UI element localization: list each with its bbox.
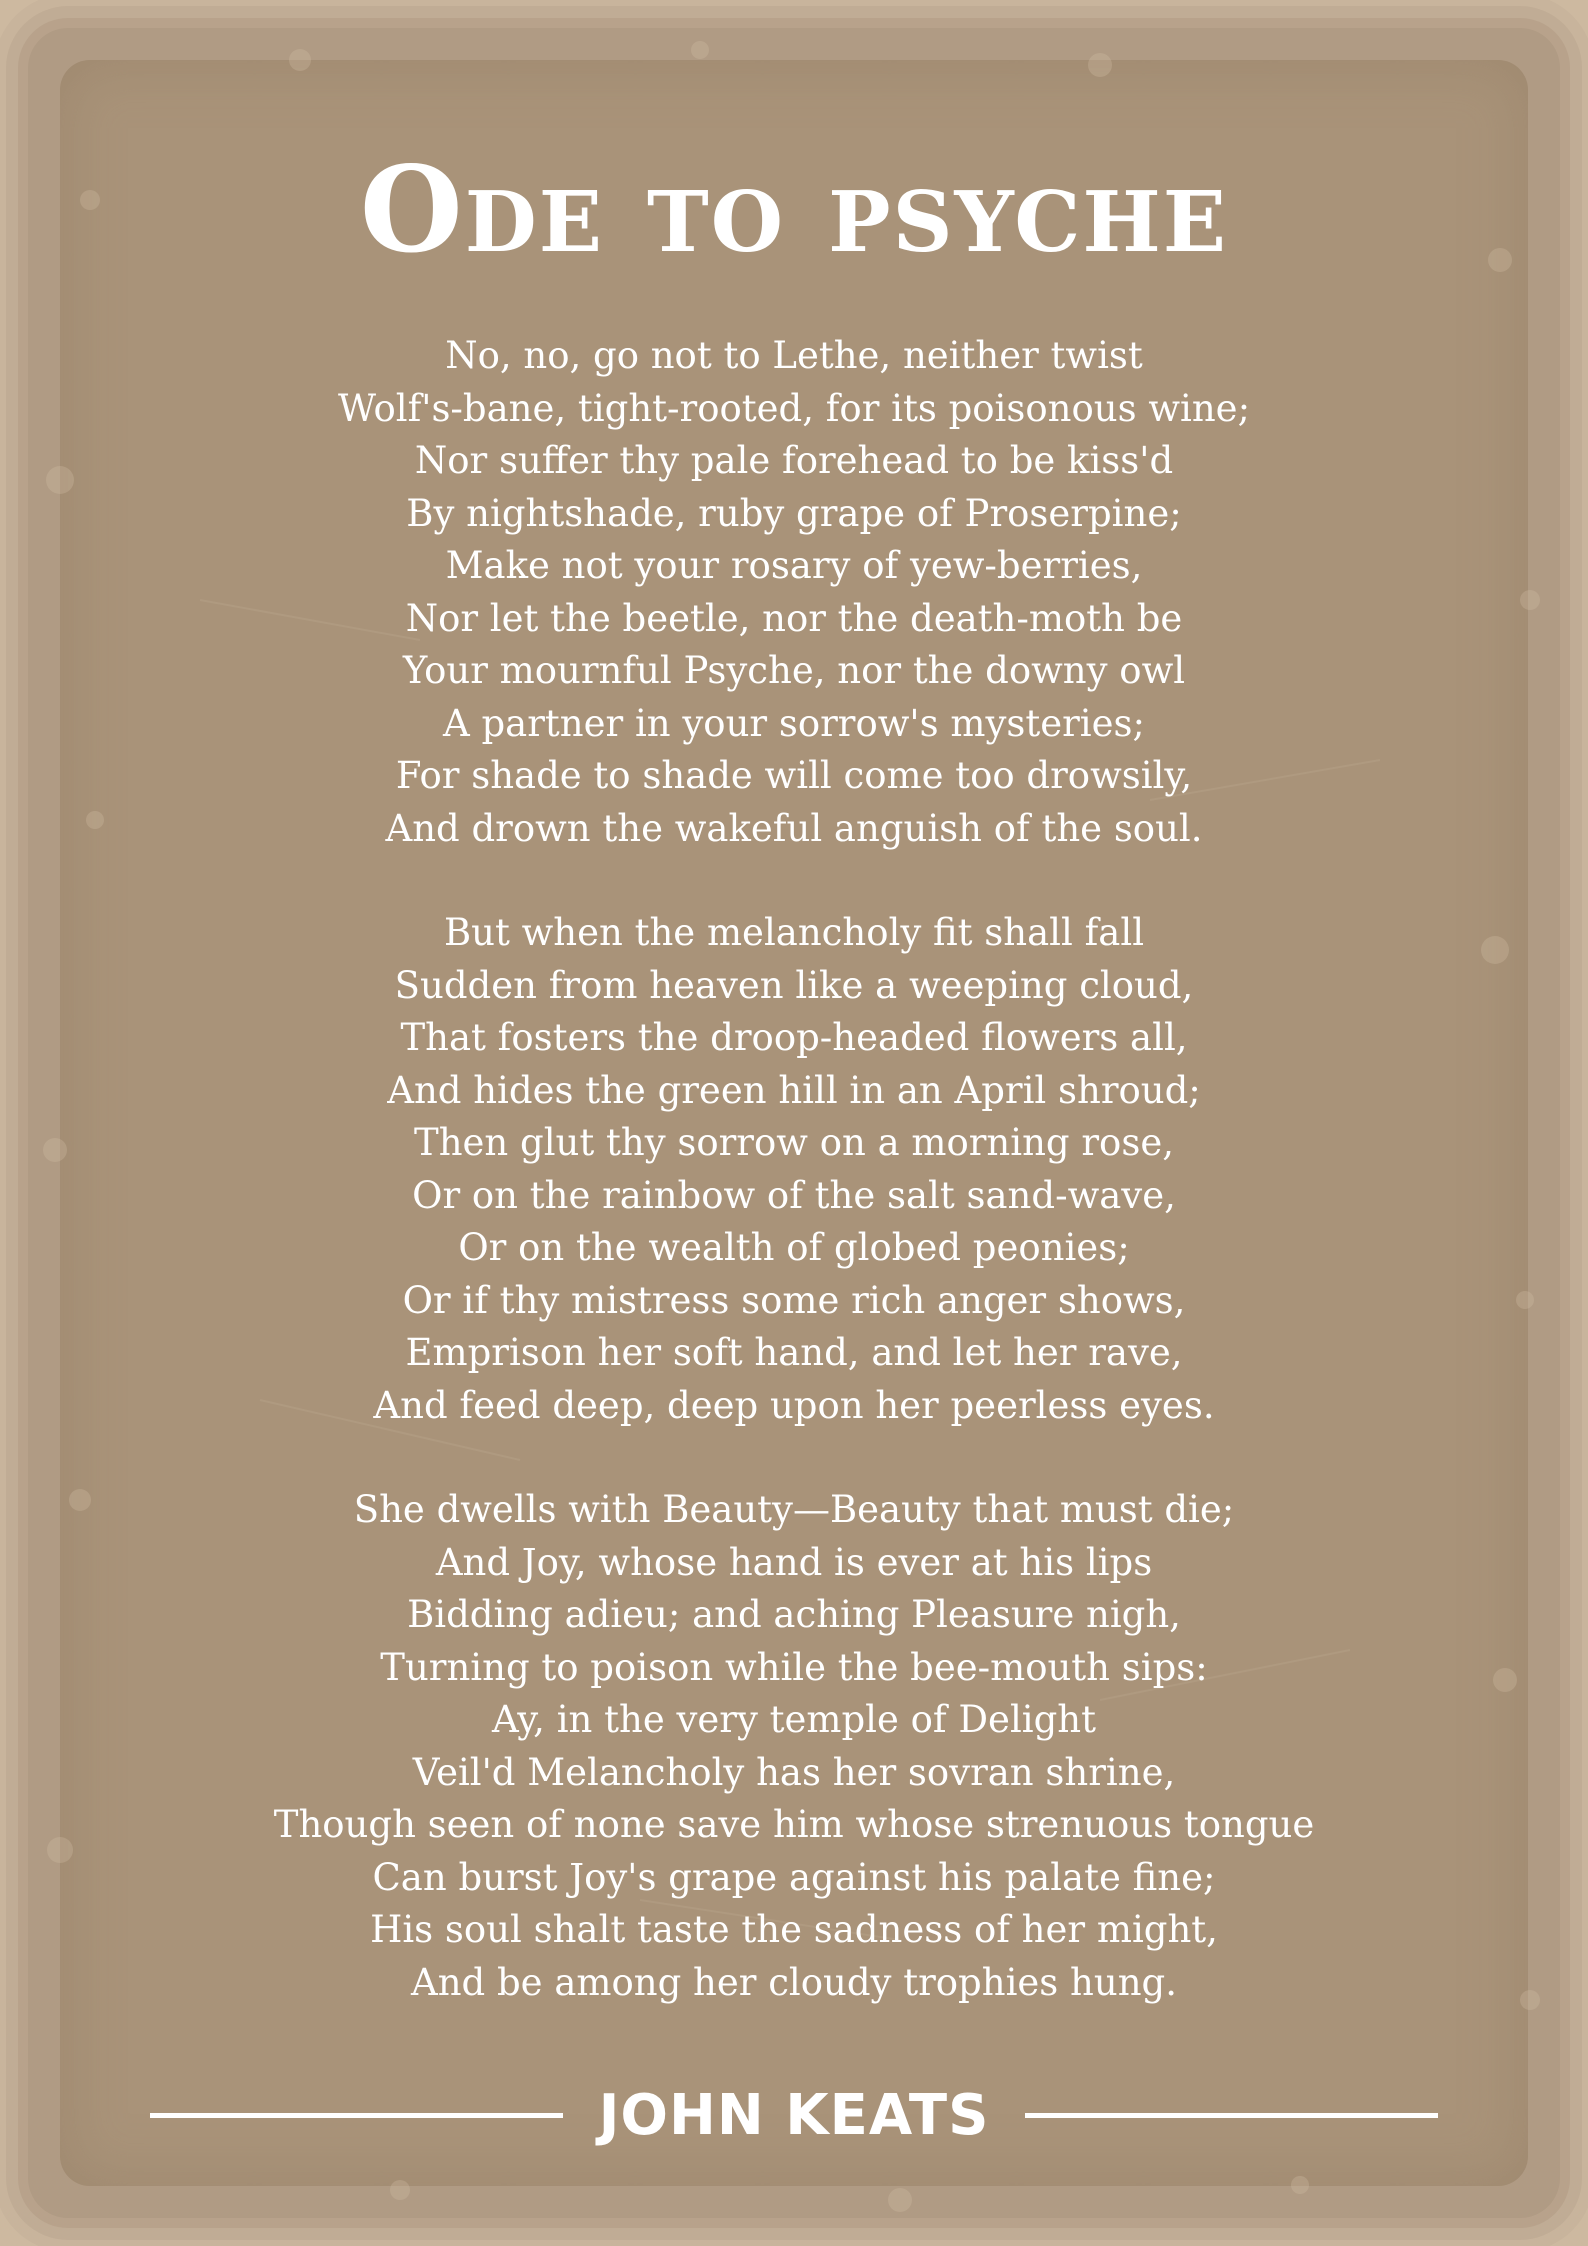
poem-line: Wolf's-bane, tight-rooted, for its poisonous wine; xyxy=(337,386,1251,430)
right-divider-line xyxy=(1025,2113,1438,2118)
poem-line: Though seen of none save him whose strenuous tongue xyxy=(273,1803,1315,1846)
poem-line: That fosters the droop-headed flowers all, xyxy=(400,1016,1188,1059)
poem-line: And drown the wakeful anguish of the soul. xyxy=(385,806,1203,850)
poem-line: Nor let the beetle, nor the death-moth be xyxy=(405,596,1183,640)
stanza-3 xyxy=(150,1484,1438,2009)
poem-line: Nor suffer thy pale forehead to be kiss'd xyxy=(414,439,1174,482)
poem-line: Your mournful Psyche, nor the downy owl xyxy=(402,649,1186,692)
poem-title: Ode to psyche xyxy=(359,140,1229,279)
poem-line: A partner in your sorrow's mysteries; xyxy=(443,701,1145,745)
stanza-2 xyxy=(150,907,1438,1432)
poem-line: No, no, go not to Lethe, neither twist xyxy=(445,334,1143,377)
poem-body xyxy=(150,330,1438,2061)
author-name: JOHN KEATS xyxy=(598,2082,990,2148)
left-divider-line xyxy=(150,2113,563,2118)
poem-line: But when the melancholy fit shall fall xyxy=(443,911,1145,954)
author-row xyxy=(150,2080,1438,2150)
poem-line: Can burst Joy's grape against his palate fine; xyxy=(372,1855,1216,1899)
stanza-1 xyxy=(150,330,1438,855)
poem-line: Or on the rainbow of the salt sand-wave, xyxy=(412,1173,1176,1217)
poem-line: Veil'd Melancholy has her sovran shrine, xyxy=(412,1750,1176,1794)
poem-line: Turning to poison while the bee-mouth sips: xyxy=(380,1645,1208,1689)
poem-line: Bidding adieu; and aching Pleasure nigh, xyxy=(407,1593,1181,1636)
poem-line: For shade to shade will come too drowsily, xyxy=(395,754,1193,797)
poem-line: By nightshade, ruby grape of Proserpine; xyxy=(406,491,1182,535)
poem-line: Sudden from heaven like a weeping cloud, xyxy=(394,963,1194,1007)
poem-line: She dwells with Beauty—Beauty that must die; xyxy=(353,1488,1235,1531)
poem-line: And feed deep, deep upon her peerless eyes. xyxy=(373,1383,1215,1427)
poem-line: Or if thy mistress some rich anger shows, xyxy=(402,1278,1186,1322)
poem-line: Or on the wealth of globed peonies; xyxy=(458,1226,1130,1269)
poem-line: Then glut thy sorrow on a morning rose, xyxy=(414,1121,1174,1164)
poem-line: His soul shalt taste the sadness of her might, xyxy=(370,1908,1218,1951)
poem-line: Make not your rosary of yew-berries, xyxy=(445,544,1143,587)
poem-line: And be among her cloudy trophies hung. xyxy=(411,1960,1177,2004)
poem-line: Ay, in the very temple of Delight xyxy=(491,1698,1097,1741)
poem-line: And Joy, whose hand is ever at his lips xyxy=(435,1540,1153,1584)
poem-line: And hides the green hill in an April shroud; xyxy=(387,1068,1201,1112)
poem-line: Emprison her soft hand, and let her rave, xyxy=(405,1331,1183,1374)
